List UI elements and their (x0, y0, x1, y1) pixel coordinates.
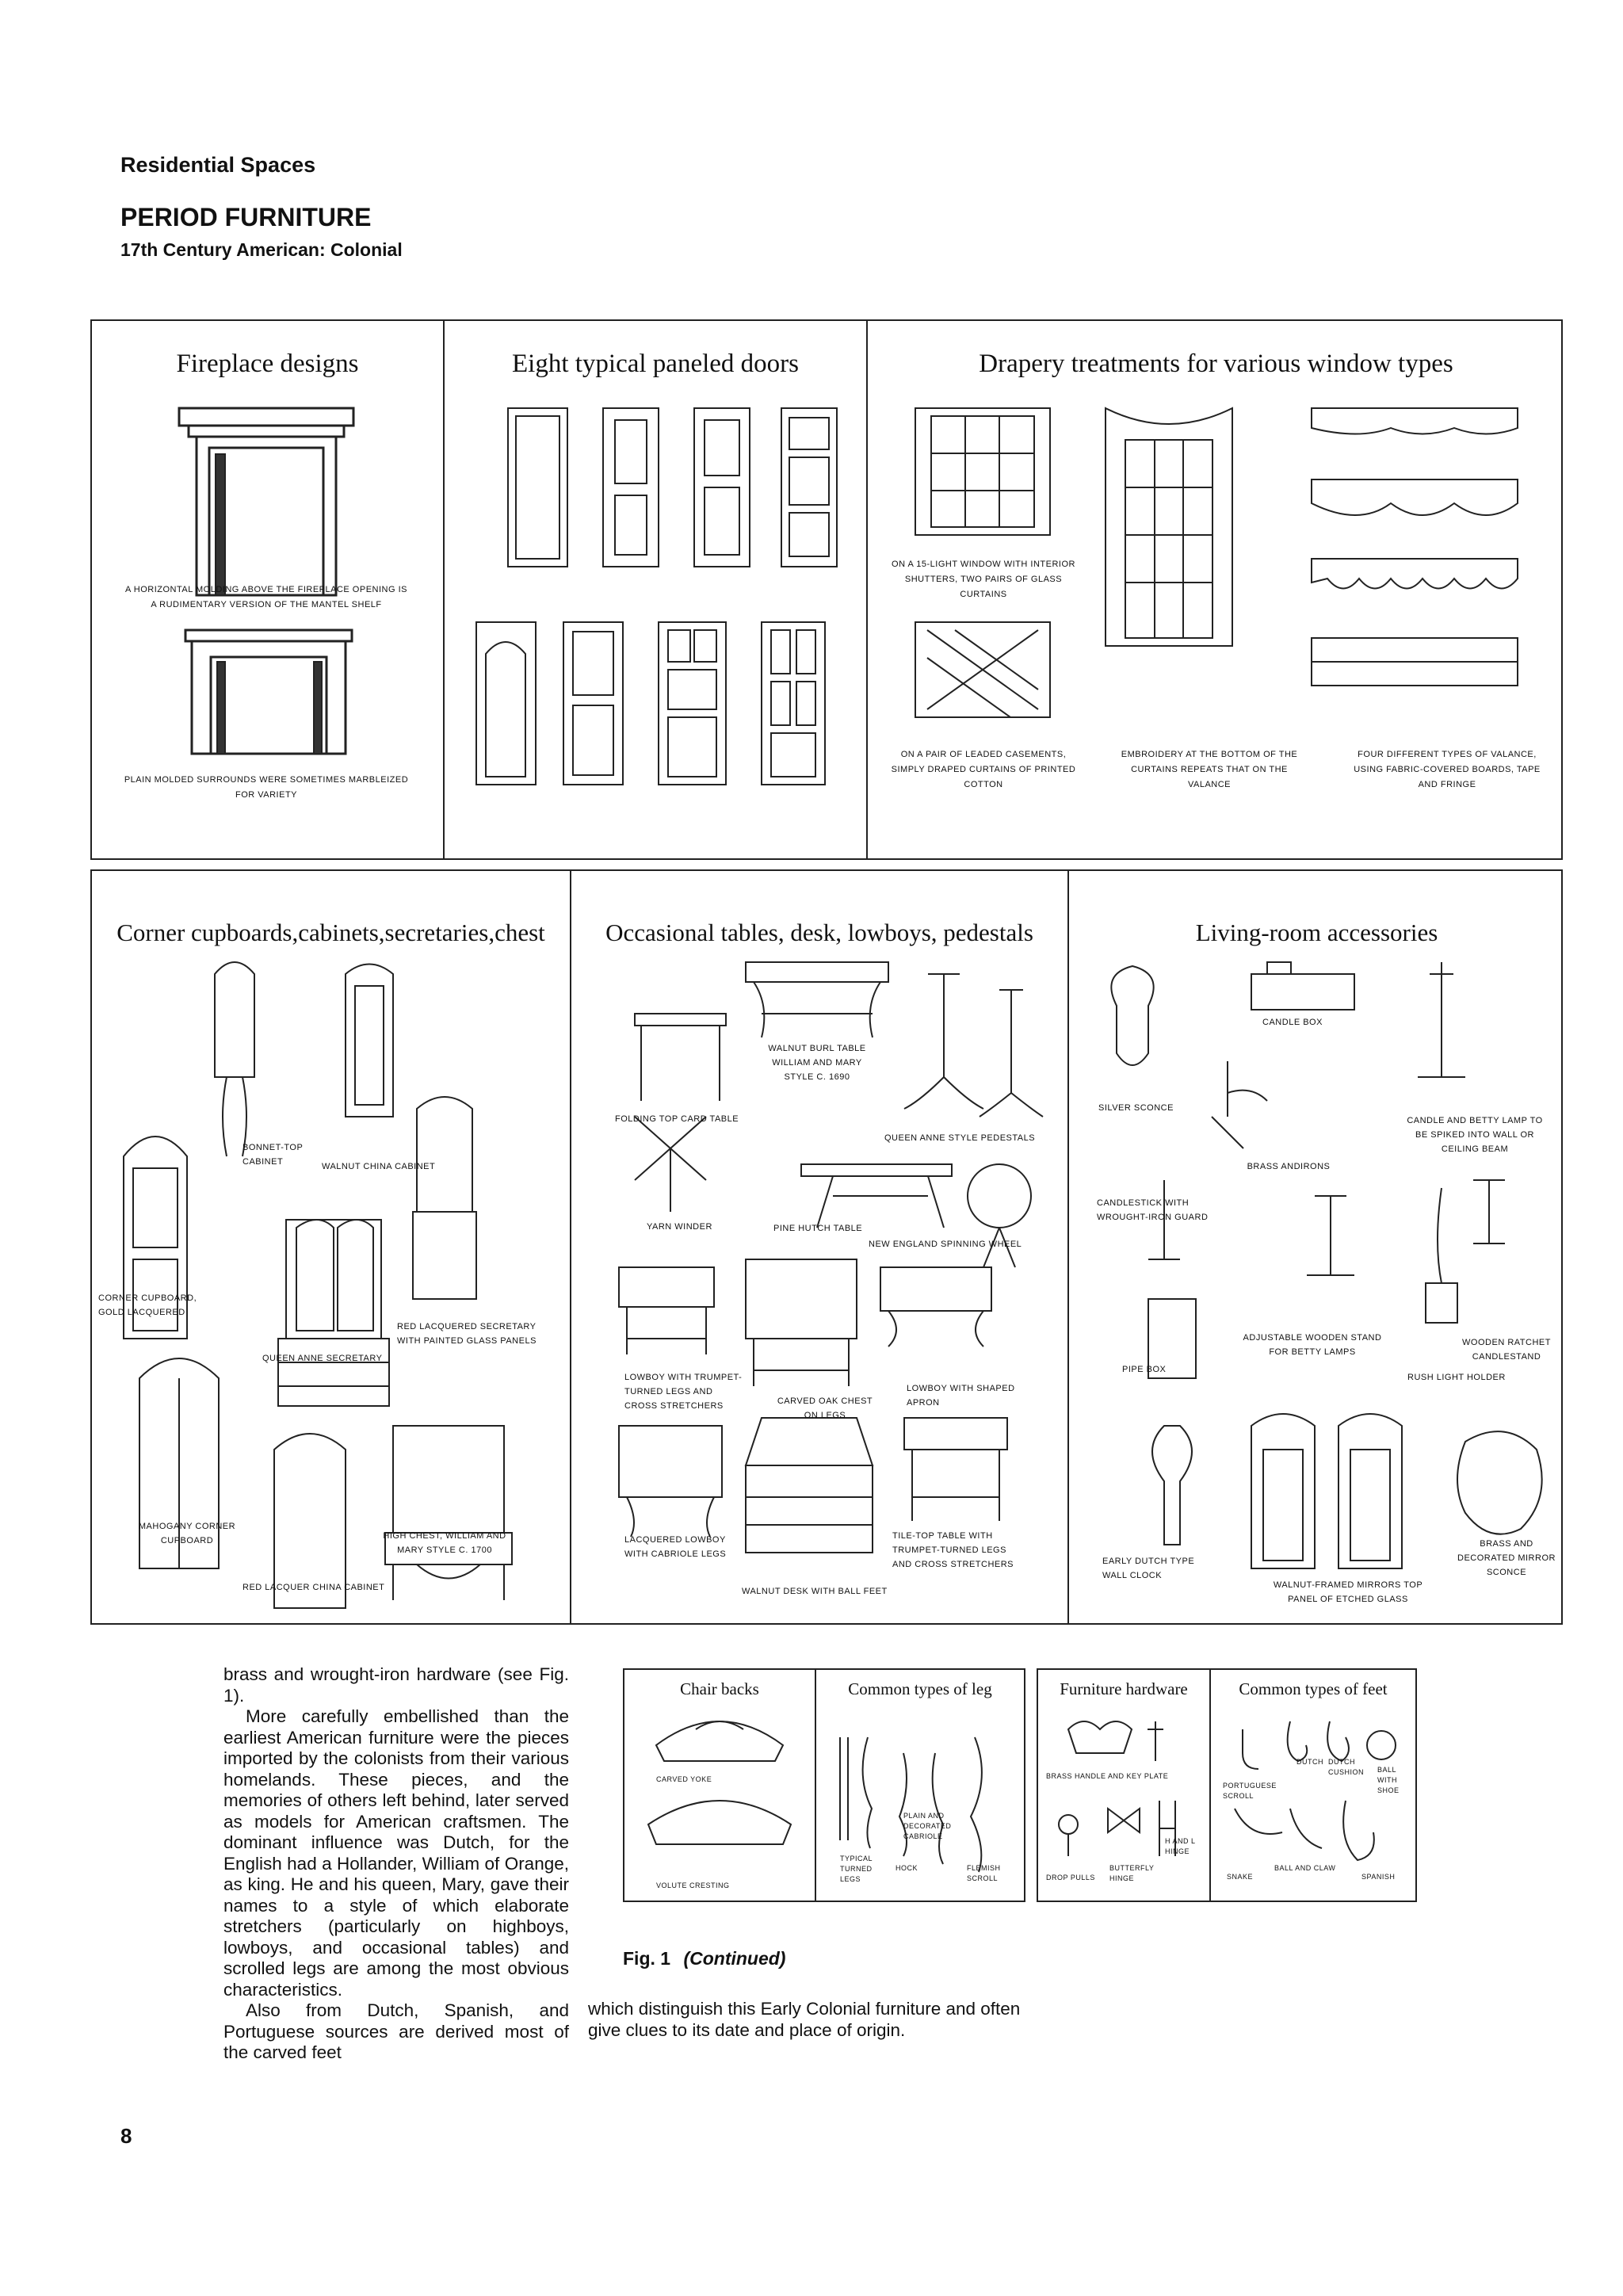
feet-types-title: Common types of feet (1239, 1679, 1388, 1698)
feet-caption-3: BALL WITH SHOE (1377, 1766, 1400, 1794)
drapery-title: Drapery treatments for various window types (979, 350, 1453, 378)
hardware-caption-4: H AND L HINGE (1165, 1837, 1196, 1855)
leg-types-panel (815, 1668, 1025, 1902)
hardware-caption-1: BRASS HANDLE AND KEY PLATE (1046, 1772, 1169, 1780)
body-paragraph: brass and wrought-iron hardware (see Fig. 1). (223, 1664, 569, 1706)
fireplace-illustration (92, 392, 443, 836)
living-label-dutch-clock: EARLY DUTCH TYPE WALL CLOCK (1102, 1557, 1195, 1580)
hardware-illustration (1044, 1706, 1203, 1888)
paneled-doors-illustration (445, 392, 866, 836)
cupboards-label-red-china: RED LACQUER CHINA CABINET (242, 1583, 385, 1592)
figure-label: Fig. 1 (623, 1948, 671, 1969)
living-label-candlestick: CANDLESTICK WITH WROUGHT-IRON GUARD (1097, 1198, 1209, 1222)
cupboards-label-mahogany: MAHOGANY CORNER CUPBOARD (138, 1522, 236, 1545)
top-illustration-panel (90, 319, 1563, 860)
tables-label-yarn: YARN WINDER (647, 1222, 712, 1232)
cupboards-label-red-secretary: RED LACQUERED SECRETARY WITH PAINTED GLASS PANELS (397, 1322, 537, 1346)
cupboards-label-bonnet: BONNET-TOP CABINET (242, 1143, 304, 1167)
tables-label-lowboy-apron: LOWBOY WITH SHAPED APRON (907, 1384, 1015, 1408)
living-label-rush-light: RUSH LIGHT HOLDER (1407, 1373, 1506, 1382)
section-header: Residential Spaces (120, 153, 316, 177)
cupboards-illustration (92, 958, 570, 1616)
chair-backs-panel (623, 1668, 816, 1902)
drapery-caption-4: FOUR DIFFERENT TYPES OF VALANCE, USING FABRIC-COVERED BOARDS, TAPE AND FRINGE (1354, 750, 1541, 789)
cupboards-title: Corner cupboards,cabinets,secretaries,chest (116, 919, 545, 946)
tables-label-lowboy-trumpet: LOWBOY WITH TRUMPET-TURNED LEGS AND CROSS STRETCHERS (624, 1373, 743, 1411)
page-subtitle: 17th Century American: Colonial (120, 239, 403, 260)
body-text-left (223, 1664, 569, 2064)
tables-label-folding: FOLDING TOP CARD TABLE (615, 1114, 739, 1124)
tables-title: Occasional tables, desk, lowboys, pedestals (605, 919, 1033, 946)
cupboards-label-queen-anne: QUEEN ANNE SECRETARY (262, 1354, 383, 1363)
body-paragraph: More carefully embellished than the earliest American furniture were the pieces imported by the colonists from their various homelands. These pieces, and the memories of others left behind, later served as models for American craftsmen. The dominant influence was Dutch, for the English had a Hollander, William of Orange, as king. He and his queen, Mary, gave their names to a style of which elaborate stretchers (particularly on highboys, lowboys, and occasional tables) and scrolled legs are among the most obvious characteristics. (223, 1706, 569, 2000)
chair-caption-2: VOLUTE CRESTING (656, 1881, 730, 1889)
chair-caption-1: CARVED YOKE (656, 1775, 712, 1783)
tables-label-carved-oak: CARVED OAK CHEST ON LEGS (777, 1396, 873, 1420)
page-number: 8 (120, 2124, 132, 2148)
living-label-adjustable: ADJUSTABLE WOODEN STAND FOR BETTY LAMPS (1243, 1333, 1382, 1357)
chair-backs-illustration (632, 1706, 807, 1888)
tables-label-spinning: NEW ENGLAND SPINNING WHEEL (869, 1240, 1022, 1249)
living-label-pipe-box: PIPE BOX (1122, 1365, 1167, 1374)
feet-caption-1: DUTCH (1296, 1758, 1323, 1766)
leg-caption-3: HOCK (896, 1864, 918, 1872)
chair-backs-title: Chair backs (680, 1679, 759, 1698)
feet-caption-5: SNAKE (1227, 1873, 1254, 1881)
living-label-wooden-ratchet: WOODEN RATCHET CANDLESTAND (1462, 1338, 1551, 1362)
leg-types-title: Common types of leg (848, 1679, 992, 1698)
page-title: PERIOD FURNITURE (120, 203, 372, 231)
drapery-caption-1: ON A 15-LIGHT WINDOW WITH INTERIOR SHUTTERS, TWO PAIRS OF GLASS CURTAINS (892, 560, 1075, 599)
doors-title: Eight typical paneled doors (512, 350, 799, 378)
drapery-caption-2: ON A PAIR OF LEADED CASEMENTS, SIMPLY DRAPED CURTAINS OF PRINTED COTTON (891, 750, 1076, 789)
feet-caption-4: PORTUGUESE SCROLL (1223, 1782, 1277, 1800)
body-paragraph: which distinguish this Early Colonial furniture and often give clues to its date and place of origin. (588, 1999, 1021, 2040)
fireplace-title: Fireplace designs (176, 350, 359, 378)
tables-label-lacquered: LACQUERED LOWBOY WITH CABRIOLE LEGS (624, 1535, 727, 1559)
tables-label-walnut-burl: WALNUT BURL TABLE WILLIAM AND MARY STYLE C. 1690 (768, 1044, 866, 1082)
cupboards-label-walnut-china: WALNUT CHINA CABINET (322, 1162, 436, 1171)
leg-caption-1: PLAIN AND DECORATED CABRIOLE (903, 1812, 952, 1840)
feet-caption-7: SPANISH (1361, 1873, 1396, 1881)
leg-caption-4: FLEMISH SCROLL (967, 1864, 1001, 1882)
body-paragraph: Also from Dutch, Spanish, and Portuguese sources are derived most of the carved feet (223, 2000, 569, 2062)
feet-caption-6: BALL AND CLAW (1274, 1864, 1336, 1872)
living-title: Living-room accessories (1195, 919, 1438, 946)
living-label-candle-betty: CANDLE AND BETTY LAMP TO BE SPIKED INTO WALL OR CEILING BEAM (1407, 1116, 1543, 1154)
living-label-silver-sconce: SILVER SCONCE (1098, 1103, 1174, 1113)
living-label-brass-sconce: BRASS AND DECORATED MIRROR SCONCE (1457, 1539, 1556, 1577)
tables-label-queen-pedestals: QUEEN ANNE STYLE PEDESTALS (884, 1133, 1036, 1143)
living-accessories-illustration (1069, 958, 1564, 1616)
fireplace-caption-1: A HORIZONTAL MOLDING ABOVE THE FIREPLACE OPENING IS A RUDIMENTARY VERSION OF THE MANTEL SHELF (125, 585, 407, 609)
living-label-candle-box: CANDLE BOX (1262, 1018, 1323, 1027)
fireplace-caption-2: PLAIN MOLDED SURROUNDS WERE SOMETIMES MARBLEIZED FOR VARIETY (124, 775, 409, 800)
leg-caption-2: TYPICAL TURNED LEGS (840, 1855, 873, 1883)
tables-label-walnut-desk: WALNUT DESK WITH BALL FEET (742, 1587, 888, 1596)
drapery-caption-3: EMBROIDERY AT THE BOTTOM OF THE CURTAINS REPEATS THAT ON THE VALANCE (1121, 750, 1298, 789)
cupboards-label-corner-gold: CORNER CUPBOARD, GOLD LACQUERED (98, 1293, 197, 1317)
body-text-right (588, 1999, 1032, 2041)
feet-caption-2: DUTCH CUSHION (1328, 1758, 1365, 1776)
figure-note: (Continued) (683, 1948, 786, 1969)
furniture-hardware-panel (1037, 1668, 1211, 1902)
living-label-walnut-mirrors: WALNUT-FRAMED MIRRORS TOP PANEL OF ETCHED GLASS (1273, 1580, 1423, 1604)
feet-types-panel (1209, 1668, 1417, 1902)
living-label-brass-andirons: BRASS ANDIRONS (1247, 1162, 1331, 1171)
figure-caption (623, 1948, 785, 1969)
hardware-caption-2: DROP PULLS (1046, 1874, 1095, 1881)
tables-label-pine-hutch: PINE HUTCH TABLE (773, 1224, 863, 1233)
tables-label-tiltop: TILE-TOP TABLE WITH TRUMPET-TURNED LEGS AND CROSS STRETCHERS (892, 1531, 1014, 1569)
cupboards-label-high-chest: HIGH CHEST, WILLIAM AND MARY STYLE C. 1700 (383, 1531, 506, 1555)
middle-illustration-panel (90, 869, 1563, 1625)
hardware-title: Furniture hardware (1060, 1679, 1188, 1698)
hardware-caption-3: BUTTERFLY HINGE (1109, 1864, 1155, 1882)
